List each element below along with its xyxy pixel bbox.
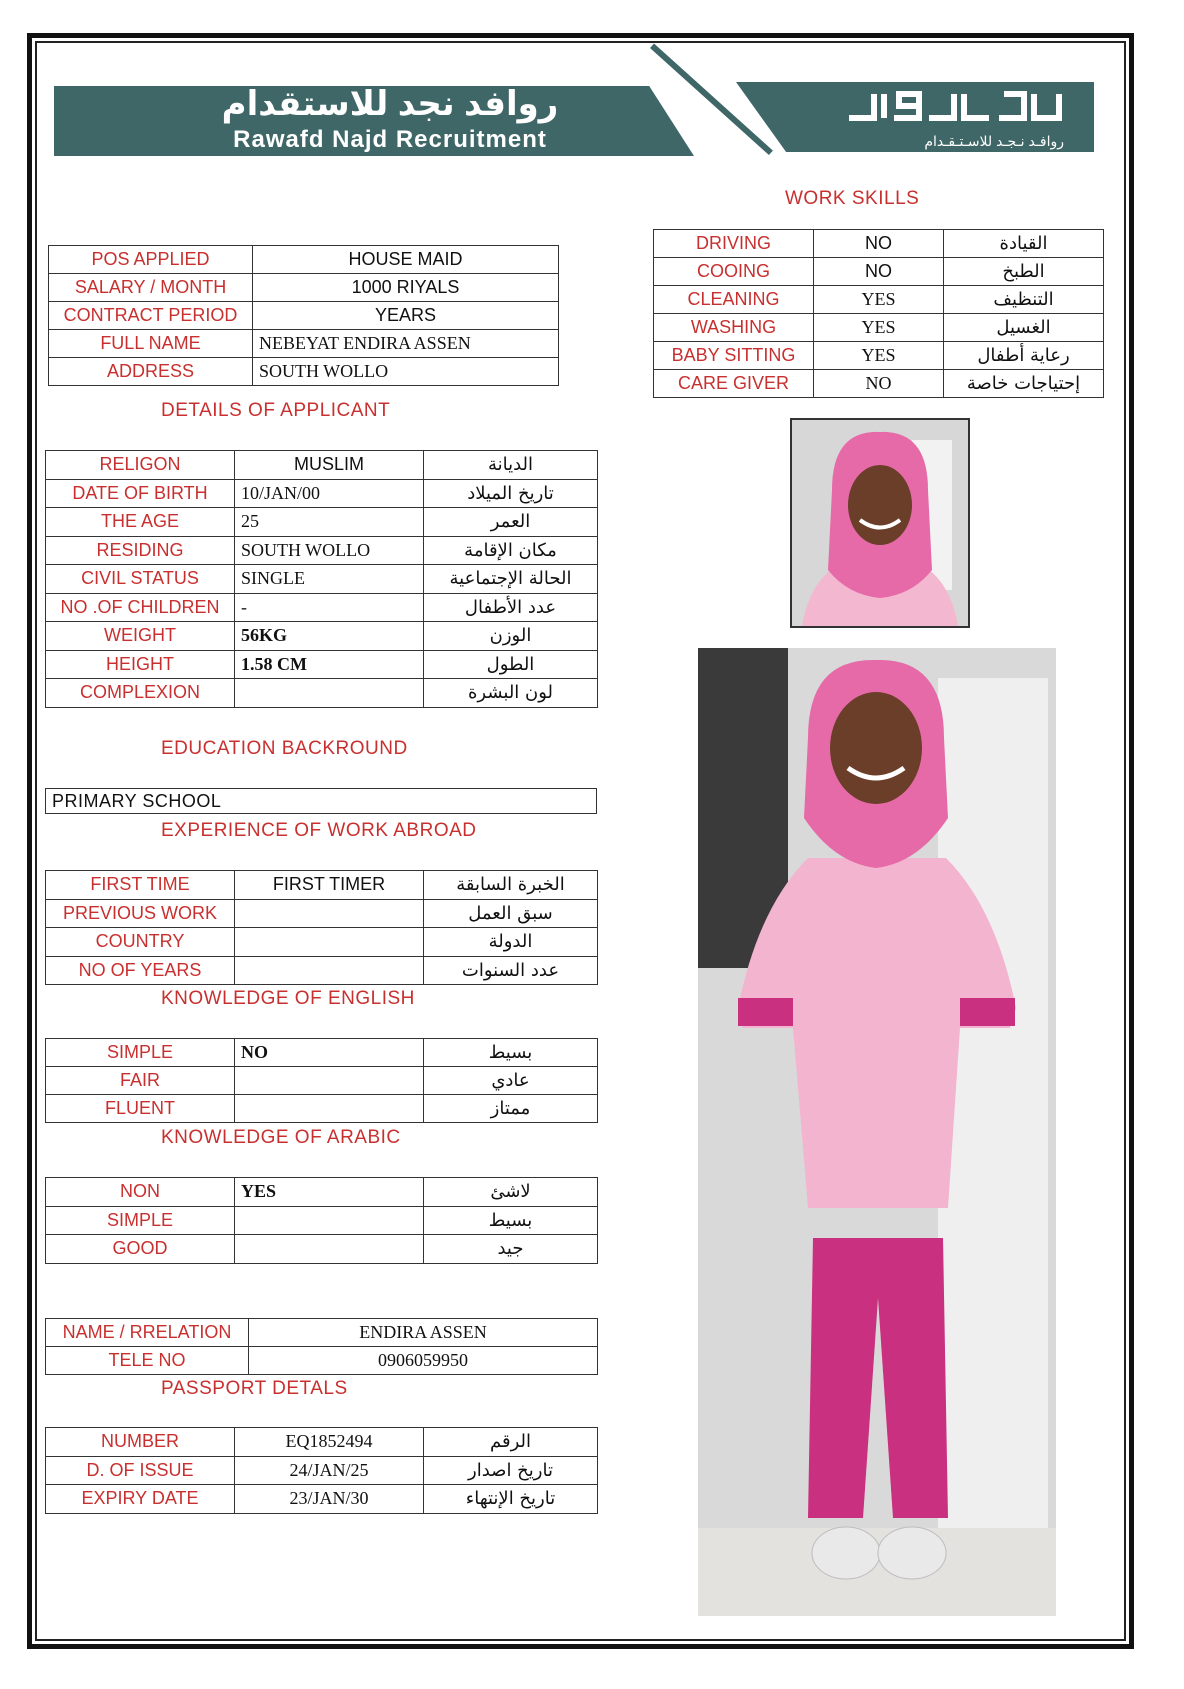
field-label: D. OF ISSUE [46,1456,235,1485]
field-label: NO OF YEARS [46,956,235,985]
table-row [46,479,598,508]
work-skills-title: WORK SKILLS [785,188,920,209]
field-value: YEARS [253,302,559,330]
field-arabic-label: لاشئ [424,1178,598,1207]
field-value: SOUTH WOLLO [253,358,559,386]
table-row [49,302,559,330]
details-table [45,450,598,708]
logo-wordmark [824,86,1064,135]
field-value: 1000 RIYALS [253,274,559,302]
field-arabic-label: الطبخ [944,258,1104,286]
portrait-photo [790,418,970,628]
field-value: 10/JAN/00 [235,479,424,508]
table-row [46,1235,598,1264]
field-label: NON [46,1178,235,1207]
field-arabic-label: رعاية أطفال [944,342,1104,370]
table-row [46,1347,598,1375]
field-label: WASHING [654,314,814,342]
table-row [46,1095,598,1123]
table-row [46,622,598,651]
field-arabic-label: عدد السنوات [424,956,598,985]
field-value: 56KG [235,622,424,651]
field-label: TELE NO [46,1347,249,1375]
field-value [235,679,424,708]
table-row [46,899,598,928]
table-row [654,342,1104,370]
field-arabic-label: الخبرة السابقة [424,871,598,900]
table-row [49,274,559,302]
field-label: SALARY / MONTH [49,274,253,302]
table-row [46,593,598,622]
table-row [49,358,559,386]
table-row [46,679,598,708]
field-label: CONTRACT PERIOD [49,302,253,330]
field-arabic-label: الطول [424,650,598,679]
field-value: MUSLIM [235,451,424,480]
field-value [235,1235,424,1264]
table-row [46,956,598,985]
full-body-photo [698,648,1056,1616]
table-row [46,508,598,537]
arabic-knowledge-title: KNOWLEDGE OF ARABIC [161,1127,401,1148]
field-label: FIRST TIME [46,871,235,900]
field-value: 25 [235,508,424,537]
field-label: POS APPLIED [49,246,253,274]
field-label: THE AGE [46,508,235,537]
field-arabic-label: الديانة [424,451,598,480]
field-arabic-label: تاريخ اصدار [424,1456,598,1485]
field-value: EQ1852494 [235,1428,424,1457]
table-row [654,230,1104,258]
relation-table [45,1318,598,1375]
table-row [46,1067,598,1095]
field-label: CLEANING [654,286,814,314]
field-label: DRIVING [654,230,814,258]
field-arabic-label: جيد [424,1235,598,1264]
field-value [235,928,424,957]
field-label: RESIDING [46,536,235,565]
table-row [46,1039,598,1067]
field-arabic-label: بسيط [424,1206,598,1235]
field-arabic-label: عادي [424,1067,598,1095]
field-label: DATE OF BIRTH [46,479,235,508]
field-arabic-label: لون البشرة [424,679,598,708]
field-label: COUNTRY [46,928,235,957]
field-value: SINGLE [235,565,424,594]
english-table [45,1038,598,1123]
field-value [235,1067,424,1095]
field-arabic-label: العمر [424,508,598,537]
field-label: SIMPLE [46,1039,235,1067]
logo-mark-icon [844,86,1064,126]
field-value: NO [235,1039,424,1067]
logo-subtitle: روافـد نـجـد للاسـتـقـدام [924,133,1064,149]
table-row [46,451,598,480]
table-row [46,871,598,900]
field-value: HOUSE MAID [253,246,559,274]
table-row [46,1206,598,1235]
field-value: 1.58 CM [235,650,424,679]
table-row [46,536,598,565]
field-label: COMPLEXION [46,679,235,708]
passport-title: PASSPORT DETALS [161,1378,348,1399]
field-value: 24/JAN/25 [235,1456,424,1485]
company-logo [824,86,1064,148]
table-row [46,650,598,679]
education-table [45,788,597,814]
field-value: NEBEYAT ENDIRA ASSEN [253,330,559,358]
details-title: DETAILS OF APPLICANT [161,400,391,421]
field-label: FLUENT [46,1095,235,1123]
english-title: KNOWLEDGE OF ENGLISH [161,988,415,1009]
field-value [235,1095,424,1123]
arabic-knowledge-table [45,1177,598,1264]
field-value: SOUTH WOLLO [235,536,424,565]
table-row [654,314,1104,342]
field-value: YES [814,314,944,342]
table-row [654,286,1104,314]
table-row [46,928,598,957]
field-label: FULL NAME [49,330,253,358]
field-arabic-label: الغسيل [944,314,1104,342]
field-label: EXPIRY DATE [46,1485,235,1514]
field-label: CARE GIVER [654,370,814,398]
table-row [654,370,1104,398]
field-arabic-label: تاريخ الإنتهاء [424,1485,598,1514]
field-label: ADDRESS [49,358,253,386]
field-value: YES [235,1178,424,1207]
field-label: BABY SITTING [654,342,814,370]
field-label: GOOD [46,1235,235,1264]
field-arabic-label: الوزن [424,622,598,651]
education-value: PRIMARY SCHOOL [46,789,597,814]
field-value: - [235,593,424,622]
table-row [46,565,598,594]
field-label: NO .OF CHILDREN [46,593,235,622]
field-label: FAIR [46,1067,235,1095]
field-value: 0906059950 [249,1347,598,1375]
field-arabic-label: إحتياجات خاصة [944,370,1104,398]
field-label: NUMBER [46,1428,235,1457]
field-arabic-label: بسيط [424,1039,598,1067]
field-label: COOING [654,258,814,286]
experience-table [45,870,598,985]
field-label: NAME / RRELATION [46,1319,249,1347]
header-banner [54,82,1094,158]
field-arabic-label: الحالة الإجتماعية [424,565,598,594]
field-label: WEIGHT [46,622,235,651]
field-arabic-label: سبق العمل [424,899,598,928]
table-row [49,330,559,358]
table-row [46,1428,598,1457]
education-title: EDUCATION BACKROUND [161,738,408,759]
passport-table [45,1427,598,1514]
field-value: YES [814,286,944,314]
field-arabic-label: عدد الأطفال [424,593,598,622]
field-value: 23/JAN/30 [235,1485,424,1514]
table-row [46,1178,598,1207]
field-label: RELIGON [46,451,235,480]
field-label: PREVIOUS WORK [46,899,235,928]
field-label: CIVIL STATUS [46,565,235,594]
field-arabic-label: مكان الإقامة [424,536,598,565]
table-row [46,1319,598,1347]
field-value [235,956,424,985]
field-value: NO [814,230,944,258]
table-row [46,1456,598,1485]
arabic-company-title: روافد نجد للاستقدام [221,85,559,123]
field-label: SIMPLE [46,1206,235,1235]
field-value: ENDIRA ASSEN [249,1319,598,1347]
experience-title: EXPERIENCE OF WORK ABROAD [161,820,477,841]
table-row [654,258,1104,286]
field-value: NO [814,370,944,398]
field-value: YES [814,342,944,370]
table-row [46,1485,598,1514]
field-arabic-label: الدولة [424,928,598,957]
work-skills-table [653,229,1104,398]
field-value: FIRST TIMER [235,871,424,900]
field-value [235,899,424,928]
field-arabic-label: الرقم [424,1428,598,1457]
table-row [49,246,559,274]
field-value: NO [814,258,944,286]
field-arabic-label: القيادة [944,230,1104,258]
field-arabic-label: ممتاز [424,1095,598,1123]
field-label: HEIGHT [46,650,235,679]
field-value [235,1206,424,1235]
field-arabic-label: التنظيف [944,286,1104,314]
english-company-title: Rawafd Najd Recruitment [233,126,547,153]
field-arabic-label: تاريخ الميلاد [424,479,598,508]
basic-info-table [48,245,559,386]
